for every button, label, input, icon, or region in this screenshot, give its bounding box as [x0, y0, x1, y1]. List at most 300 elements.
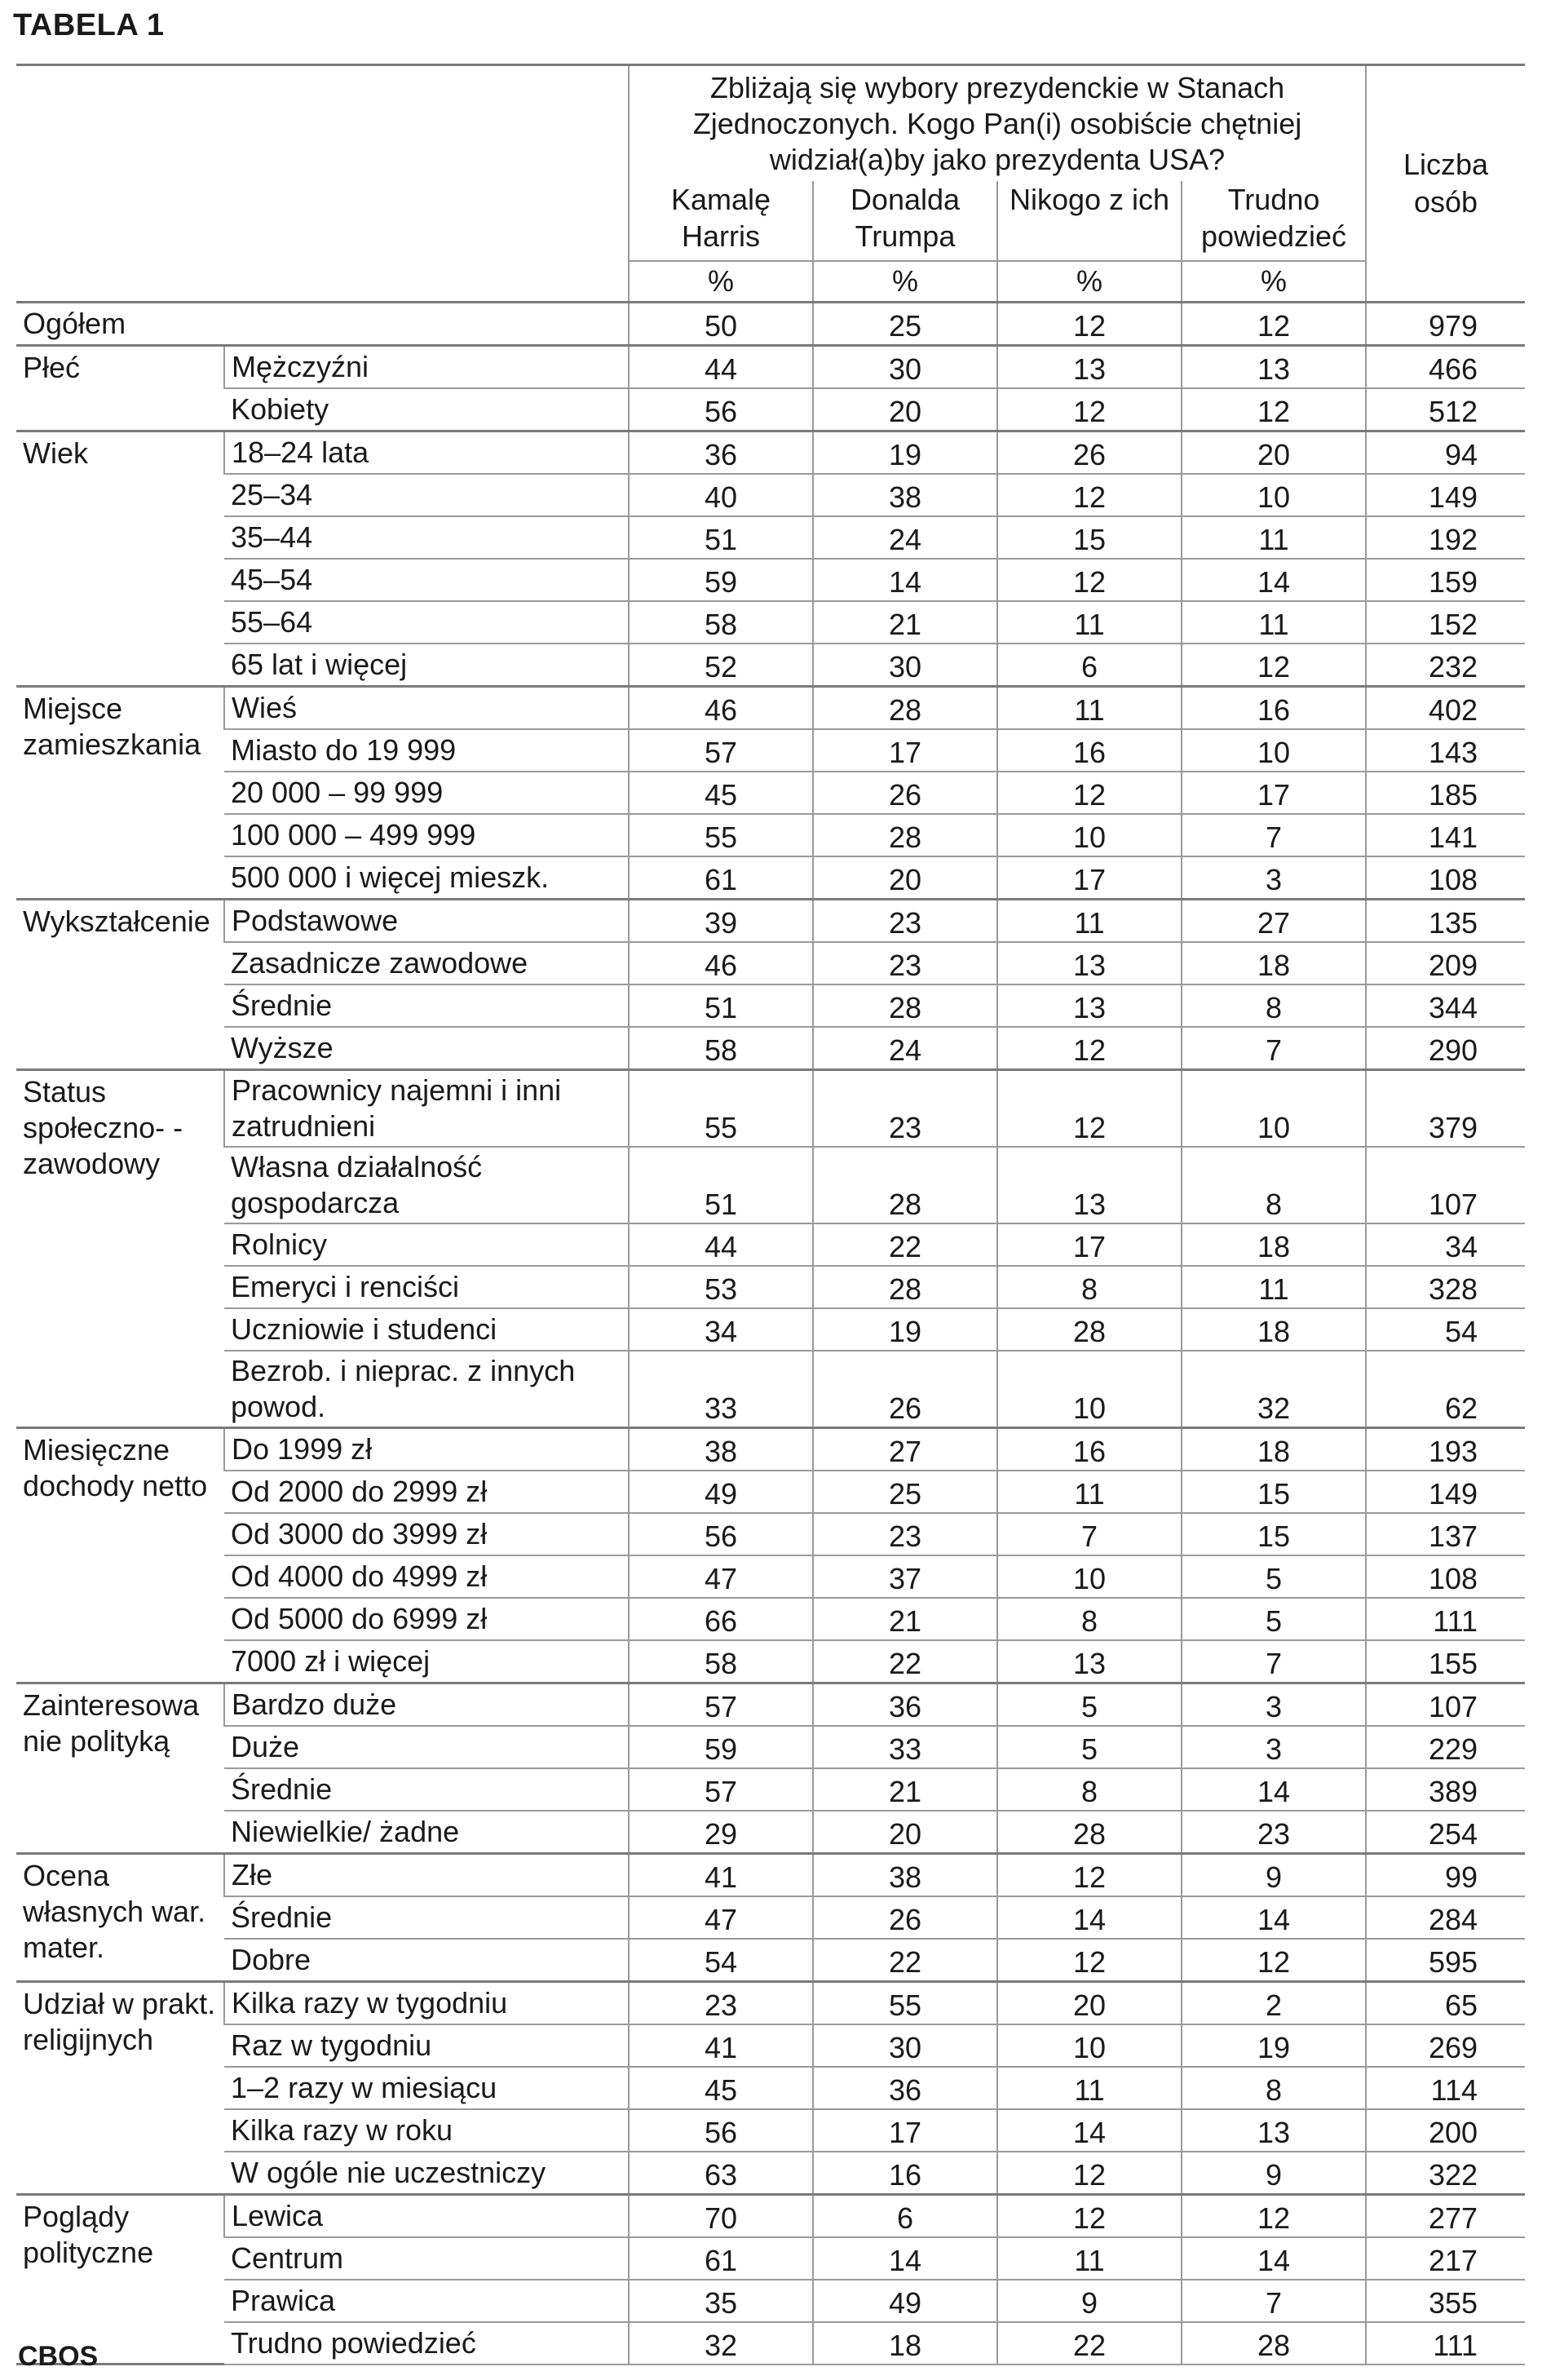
table-row [16, 1555, 1525, 1598]
table-cell-count: 135 [1366, 899, 1525, 942]
table-cell: 55 [629, 1069, 813, 1147]
table-cell: 9 [997, 2280, 1182, 2322]
table-cell: 17 [813, 729, 997, 772]
table-cell: 30 [813, 644, 997, 687]
row-label: Własna działalność gospodarcza [224, 1147, 629, 1223]
row-label: Bardzo duże [224, 1683, 629, 1726]
table-cell: 11 [997, 2067, 1182, 2109]
table-cell-count: 141 [1366, 814, 1525, 856]
table-cell: 5 [1182, 1555, 1366, 1598]
table-cell: 55 [629, 814, 813, 856]
table-cell: 12 [997, 1853, 1182, 1896]
table-cell: 47 [629, 1555, 813, 1598]
table-cell: 23 [813, 1513, 997, 1555]
table-row [16, 729, 1525, 772]
table-cell: 56 [629, 1513, 813, 1555]
row-label: Od 2000 do 2999 zł [224, 1471, 629, 1513]
table-cell: 15 [997, 516, 1182, 559]
table-cell: 16 [997, 1427, 1182, 1471]
row-label: Centrum [224, 2237, 629, 2280]
table-cell: 18 [1182, 1308, 1366, 1351]
table-cell: 6 [813, 2194, 997, 2237]
row-label: Od 5000 do 6999 zł [224, 1598, 629, 1640]
row-label: Niewielkie/ żadne [224, 1811, 629, 1854]
table-cell: 12 [1182, 644, 1366, 687]
group-label: Miejsce zamieszkania [16, 686, 224, 899]
table-row [16, 1351, 1525, 1428]
table-cell: 50 [629, 302, 813, 345]
row-label: Mężczyźni [224, 345, 629, 388]
table-cell: 56 [629, 2109, 813, 2152]
table-cell: 41 [629, 1853, 813, 1896]
table-cell: 3 [1182, 1726, 1366, 1768]
table-row [16, 1027, 1525, 1070]
table-cell: 14 [1182, 1896, 1366, 1939]
row-label: W ogóle nie uczestniczy [224, 2152, 629, 2195]
table-cell-count: 402 [1366, 686, 1525, 729]
table-cell: 13 [997, 345, 1182, 388]
table-row [16, 772, 1525, 814]
table-row [16, 2280, 1525, 2322]
table-cell-count: 107 [1366, 1683, 1525, 1726]
table-cell: 12 [1182, 1939, 1366, 1982]
table-cell-count: 111 [1366, 1598, 1525, 1640]
table-cell: 11 [1182, 1266, 1366, 1308]
table-body [16, 302, 1525, 2365]
table-cell: 53 [629, 1266, 813, 1308]
row-label: Wyższe [224, 1027, 629, 1070]
table-cell: 58 [629, 601, 813, 644]
table-cell: 15 [1182, 1513, 1366, 1555]
table-cell: 14 [1182, 559, 1366, 601]
table-cell: 49 [629, 1471, 813, 1513]
table-cell: 11 [1182, 601, 1366, 644]
table-row [16, 1598, 1525, 1640]
table-cell: 27 [1182, 899, 1366, 942]
table-row [16, 474, 1525, 516]
table-row [16, 1147, 1525, 1223]
unit-header: % [997, 261, 1182, 303]
table-cell: 10 [1182, 729, 1366, 772]
table-cell: 7 [1182, 814, 1366, 856]
table-cell: 26 [813, 1351, 997, 1428]
row-label: Raz w tygodniu [224, 2024, 629, 2067]
table-cell: 28 [1182, 2322, 1366, 2365]
table-cell-count: 979 [1366, 302, 1525, 345]
table-cell-count: 209 [1366, 942, 1525, 984]
unit-header: % [813, 261, 997, 303]
table-cell-count: 99 [1366, 1853, 1525, 1896]
table-cell: 24 [813, 516, 997, 559]
row-label: 45–54 [224, 559, 629, 601]
table-cell: 14 [813, 559, 997, 601]
table-cell: 25 [813, 302, 997, 345]
table-row [16, 899, 1525, 942]
table-cell: 16 [997, 729, 1182, 772]
table-cell: 3 [1182, 856, 1366, 900]
table-cell: 20 [1182, 431, 1366, 474]
table-cell: 17 [1182, 772, 1366, 814]
row-label: Zasadnicze zawodowe [224, 942, 629, 984]
table-cell: 37 [813, 1555, 997, 1598]
table-cell-count: 284 [1366, 1896, 1525, 1939]
table-cell: 5 [997, 1726, 1182, 1768]
table-row [16, 431, 1525, 474]
row-label: 1–2 razy w miesiącu [224, 2067, 629, 2109]
row-label: Kilka razy w tygodniu [224, 1981, 629, 2024]
table-cell: 33 [813, 1726, 997, 1768]
table-row [16, 2237, 1525, 2280]
group-label: Udział w prakt. religijnych [16, 1981, 224, 2194]
table-cell: 28 [813, 814, 997, 856]
table-cell: 6 [997, 644, 1182, 687]
row-label: Rolnicy [224, 1223, 629, 1266]
table-cell: 16 [813, 2152, 997, 2195]
table-cell-count: 185 [1366, 772, 1525, 814]
table-row [16, 1896, 1525, 1939]
table-row [16, 1640, 1525, 1683]
table-cell: 12 [997, 559, 1182, 601]
row-label: 500 000 i więcej mieszk. [224, 856, 629, 900]
row-label: Dobre [224, 1939, 629, 1982]
table-cell: 16 [1182, 686, 1366, 729]
row-label: 7000 zł i więcej [224, 1640, 629, 1683]
answer-header-trump: Donalda Trumpa [813, 181, 997, 261]
table-cell: 20 [813, 856, 997, 900]
table-cell: 28 [997, 1811, 1182, 1854]
table-row [16, 1768, 1525, 1811]
table-cell: 55 [813, 1981, 997, 2024]
table-cell: 45 [629, 2067, 813, 2109]
page-title: TABELA 1 [13, 8, 165, 42]
table-cell: 21 [813, 1768, 997, 1811]
table-cell: 22 [997, 2322, 1182, 2365]
table-cell: 38 [629, 1427, 813, 1471]
table-cell: 12 [1182, 2194, 1366, 2237]
table-row [16, 942, 1525, 984]
table-cell: 2 [1182, 1981, 1366, 2024]
table-cell-count: 254 [1366, 1811, 1525, 1854]
table-cell: 49 [813, 2280, 997, 2322]
group-label: Wiek [16, 431, 224, 686]
table-cell: 8 [997, 1768, 1182, 1811]
row-label: 100 000 – 499 999 [224, 814, 629, 856]
table-cell: 46 [629, 686, 813, 729]
table-cell: 28 [997, 1308, 1182, 1351]
table-cell: 14 [1182, 2237, 1366, 2280]
table-cell-count: 62 [1366, 1351, 1525, 1428]
table-cell: 9 [1182, 2152, 1366, 2195]
table-cell: 12 [1182, 302, 1366, 345]
table-cell-count: 344 [1366, 984, 1525, 1027]
table-cell: 46 [629, 942, 813, 984]
table-cell-count: 200 [1366, 2109, 1525, 2152]
table-cell-count: 277 [1366, 2194, 1525, 2237]
table-cell-count: 269 [1366, 2024, 1525, 2067]
table-cell: 12 [997, 388, 1182, 431]
group-label: Zainteresowa nie polityką [16, 1683, 224, 1853]
table-cell: 66 [629, 1598, 813, 1640]
table-cell-count: 107 [1366, 1147, 1525, 1223]
table-cell: 13 [997, 942, 1182, 984]
table-cell: 13 [997, 984, 1182, 1027]
table-cell: 8 [1182, 984, 1366, 1027]
table-cell: 7 [1182, 2280, 1366, 2322]
table-cell-count: 65 [1366, 1981, 1525, 2024]
table-cell: 18 [813, 2322, 997, 2365]
table-row [16, 686, 1525, 729]
table-cell: 28 [813, 1266, 997, 1308]
table-cell: 41 [629, 2024, 813, 2067]
row-label: Kilka razy w roku [224, 2109, 629, 2152]
table-cell: 10 [997, 814, 1182, 856]
table-cell: 58 [629, 1027, 813, 1070]
table-row [16, 559, 1525, 601]
row-label: 35–44 [224, 516, 629, 559]
table-row [16, 1471, 1525, 1513]
table-cell-count: 355 [1366, 2280, 1525, 2322]
row-label: Średnie [224, 1768, 629, 1811]
table-cell: 51 [629, 516, 813, 559]
table-cell: 57 [629, 1683, 813, 1726]
table-cell-count: 108 [1366, 856, 1525, 900]
table-cell: 14 [1182, 1768, 1366, 1811]
table-cell: 7 [997, 1513, 1182, 1555]
table-cell: 12 [997, 302, 1182, 345]
answer-header-hard-to-say: Trudno powiedzieć [1182, 181, 1366, 261]
row-label: Uczniowie i studenci [224, 1308, 629, 1351]
table-cell-count: 466 [1366, 345, 1525, 388]
row-label: Średnie [224, 984, 629, 1027]
table-cell: 23 [629, 1981, 813, 2024]
table-cell: 26 [997, 431, 1182, 474]
table-cell: 61 [629, 2237, 813, 2280]
row-label: 55–64 [224, 601, 629, 644]
table-cell: 18 [1182, 1223, 1366, 1266]
table-row [16, 1939, 1525, 1982]
table-row [16, 984, 1525, 1027]
table-cell: 32 [629, 2322, 813, 2365]
table-cell: 33 [629, 1351, 813, 1428]
table-cell: 36 [629, 431, 813, 474]
table-cell: 20 [813, 388, 997, 431]
table-cell: 22 [813, 1640, 997, 1683]
table-cell: 24 [813, 1027, 997, 1070]
table-cell: 21 [813, 1598, 997, 1640]
table-cell: 70 [629, 2194, 813, 2237]
table-cell: 8 [997, 1598, 1182, 1640]
row-label: Od 3000 do 3999 zł [224, 1513, 629, 1555]
table-row [16, 1811, 1525, 1854]
table-cell-count: 193 [1366, 1427, 1525, 1471]
table-cell-count: 155 [1366, 1640, 1525, 1683]
table-cell: 12 [997, 1069, 1182, 1147]
table-cell: 5 [997, 1683, 1182, 1726]
table-cell-count: 143 [1366, 729, 1525, 772]
row-label: 65 lat i więcej [224, 644, 629, 687]
table-cell: 12 [997, 474, 1182, 516]
table-cell: 21 [813, 601, 997, 644]
table-row [16, 644, 1525, 687]
table-cell: 28 [813, 686, 997, 729]
table-row [16, 2067, 1525, 2109]
table-cell: 51 [629, 984, 813, 1027]
table-cell-count: 34 [1366, 1223, 1525, 1266]
table-cell: 12 [997, 2194, 1182, 2237]
table-cell: 23 [813, 1069, 997, 1147]
answer-header-harris: Kamalę Harris [629, 181, 813, 261]
row-label: 25–34 [224, 474, 629, 516]
table-row [16, 814, 1525, 856]
table-cell: 13 [997, 1640, 1182, 1683]
table-cell: 28 [813, 1147, 997, 1223]
table-cell: 13 [1182, 2109, 1366, 2152]
question-header: Zbliżają się wybory prezydenckie w Stanach Zjednoczonych. Kogo Pan(i) osobiście chętniej widział(a)by jako prezydenta USA? [629, 65, 1366, 181]
table-row [16, 2024, 1525, 2067]
table-cell: 22 [813, 1939, 997, 1982]
table-row [16, 1223, 1525, 1266]
table-cell: 23 [813, 942, 997, 984]
table-cell: 44 [629, 1223, 813, 1266]
table-cell: 8 [1182, 1147, 1366, 1223]
table-cell-count: 322 [1366, 2152, 1525, 2195]
table-cell: 56 [629, 388, 813, 431]
table-cell: 51 [629, 1147, 813, 1223]
table-cell-count: 149 [1366, 1471, 1525, 1513]
table-cell: 11 [997, 1471, 1182, 1513]
table-cell-count: 232 [1366, 644, 1525, 687]
table-cell: 30 [813, 345, 997, 388]
table-cell-count: 152 [1366, 601, 1525, 644]
table-cell: 11 [997, 601, 1182, 644]
table-row [16, 856, 1525, 900]
table-cell: 11 [997, 899, 1182, 942]
table-cell: 14 [813, 2237, 997, 2280]
results-table [16, 64, 1525, 2365]
table-cell: 8 [1182, 2067, 1366, 2109]
table-cell: 36 [813, 2067, 997, 2109]
table-cell: 27 [813, 1427, 997, 1471]
table-cell: 10 [1182, 1069, 1366, 1147]
group-label: Poglądy polityczne [16, 2194, 224, 2365]
group-label: Wykształcenie [16, 899, 224, 1069]
table-row-total [16, 302, 1525, 345]
table-cell: 18 [1182, 942, 1366, 984]
table-cell-count: 108 [1366, 1555, 1525, 1598]
table-row [16, 2322, 1525, 2365]
row-label: Od 4000 do 4999 zł [224, 1555, 629, 1598]
table-cell-count: 512 [1366, 388, 1525, 431]
row-label: 18–24 lata [224, 431, 629, 474]
table-cell: 35 [629, 2280, 813, 2322]
table-cell: 12 [997, 1939, 1182, 1982]
table-cell-count: 114 [1366, 2067, 1525, 2109]
table-cell: 13 [1182, 345, 1366, 388]
table-cell-count: 137 [1366, 1513, 1525, 1555]
row-label: Wieś [224, 686, 629, 729]
table-cell: 17 [997, 856, 1182, 900]
table-cell: 9 [1182, 1853, 1366, 1896]
table-cell: 52 [629, 644, 813, 687]
table-cell-count: 389 [1366, 1768, 1525, 1811]
table-row [16, 1308, 1525, 1351]
table-cell: 11 [997, 686, 1182, 729]
table-cell: 38 [813, 474, 997, 516]
table-row [16, 2152, 1525, 2195]
table-cell: 19 [813, 1308, 997, 1351]
table-cell-count: 290 [1366, 1027, 1525, 1070]
table-cell: 12 [997, 2152, 1182, 2195]
count-header: Liczba osób [1366, 65, 1525, 303]
table-cell: 61 [629, 856, 813, 900]
row-label: Złe [224, 1853, 629, 1896]
row-label: 20 000 – 99 999 [224, 772, 629, 814]
table-cell-count: 328 [1366, 1266, 1525, 1308]
table-cell: 14 [997, 1896, 1182, 1939]
group-label: Status społeczno- -zawodowy [16, 1069, 224, 1427]
table-cell: 29 [629, 1811, 813, 1854]
table-cell: 10 [997, 1555, 1182, 1598]
row-label: Prawica [224, 2280, 629, 2322]
table-row [16, 1683, 1525, 1726]
unit-header: % [1182, 261, 1366, 303]
table-cell: 15 [1182, 1471, 1366, 1513]
answer-header-none: Nikogo z ich [997, 181, 1182, 261]
table-cell-count: 94 [1366, 431, 1525, 474]
table-cell: 36 [813, 1683, 997, 1726]
table-cell: 19 [813, 431, 997, 474]
table-cell: 39 [629, 899, 813, 942]
table-cell: 14 [997, 2109, 1182, 2152]
table-cell: 17 [813, 2109, 997, 2152]
table-cell-count: 54 [1366, 1308, 1525, 1351]
table-cell: 3 [1182, 1683, 1366, 1726]
table-cell: 12 [997, 772, 1182, 814]
table-row [16, 516, 1525, 559]
table-cell: 40 [629, 474, 813, 516]
table-row [16, 1427, 1525, 1471]
table-cell-count: 229 [1366, 1726, 1525, 1768]
table-row [16, 1853, 1525, 1896]
table-cell: 44 [629, 345, 813, 388]
table-cell: 58 [629, 1640, 813, 1683]
table-cell: 25 [813, 1471, 997, 1513]
table-cell: 59 [629, 1726, 813, 1768]
table-cell-count: 192 [1366, 516, 1525, 559]
table-cell: 20 [813, 1811, 997, 1854]
table-cell: 57 [629, 729, 813, 772]
group-label: Miesięczne dochody netto [16, 1427, 224, 1683]
row-label: Bezrob. i nieprac. z innych powod. [224, 1351, 629, 1428]
table-cell: 30 [813, 2024, 997, 2067]
table-row [16, 388, 1525, 431]
table-cell-count: 379 [1366, 1069, 1525, 1147]
table-row [16, 2109, 1525, 2152]
table-cell: 7 [1182, 1027, 1366, 1070]
group-label: Płeć [16, 345, 224, 431]
table-cell-count: 595 [1366, 1939, 1525, 1982]
row-label: Do 1999 zł [224, 1427, 629, 1471]
table-cell: 12 [1182, 388, 1366, 431]
table-cell: 8 [997, 1266, 1182, 1308]
row-label: Duże [224, 1726, 629, 1768]
table-cell-count: 217 [1366, 2237, 1525, 2280]
row-label: Miasto do 19 999 [224, 729, 629, 772]
table-cell: 10 [997, 2024, 1182, 2067]
table-row [16, 1513, 1525, 1555]
row-label: Emeryci i renciści [224, 1266, 629, 1308]
row-label: Trudno powiedzieć [224, 2322, 629, 2365]
